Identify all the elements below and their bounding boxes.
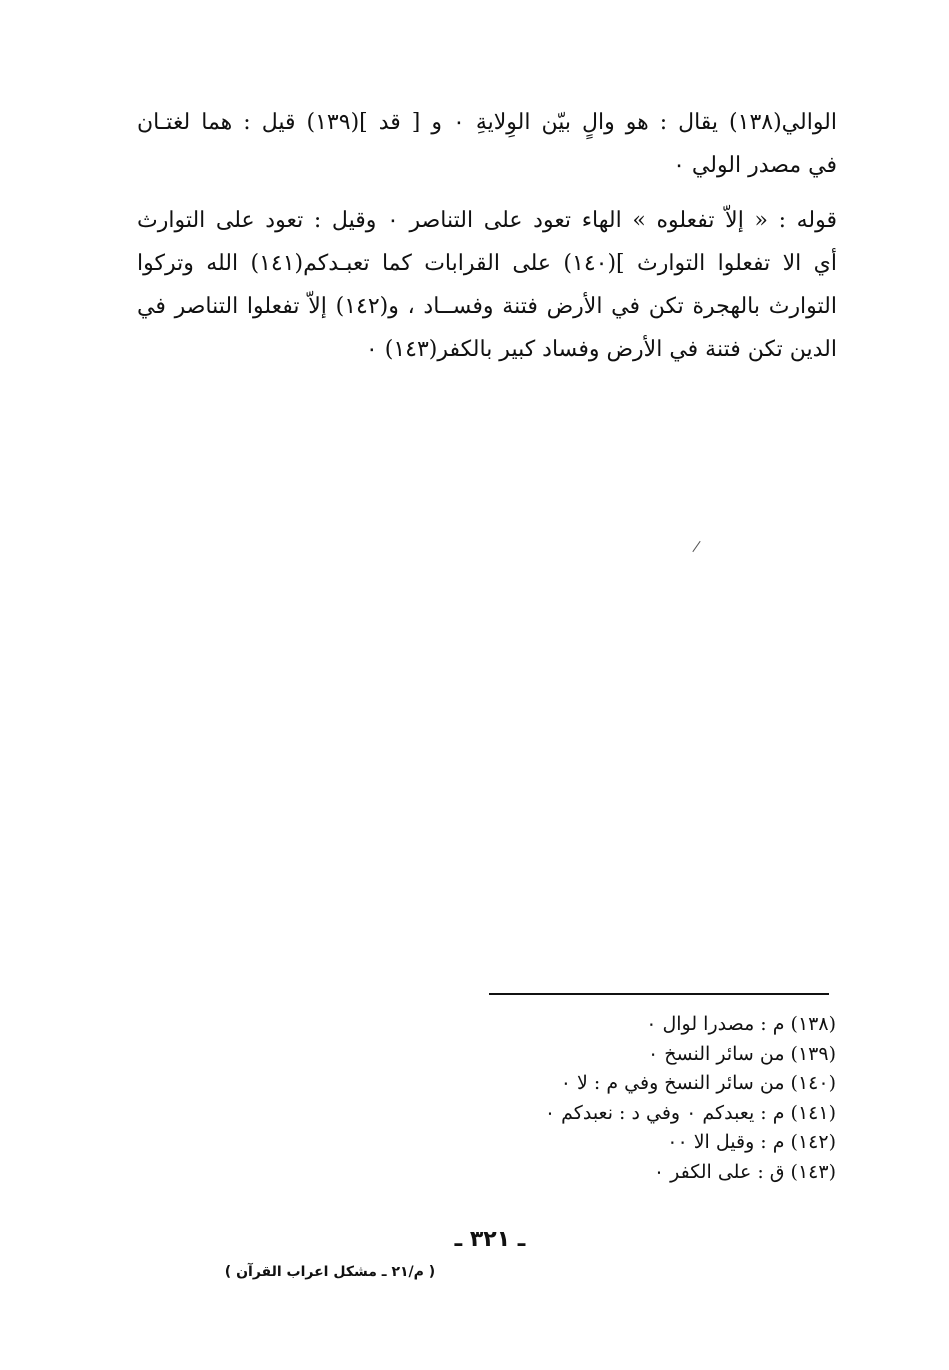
text-line: أي الا تفعلوا التوارث ](١٤٠) على القرابات كما تعبـدكم(١٤١) الله وتركوا bbox=[137, 251, 837, 276]
footnotes bbox=[476, 1010, 836, 1187]
text-line: الدين تكن فتنة في الأرض وفساد كبير بالكفر(١٤٣) ٠ bbox=[365, 337, 837, 362]
text-line: التوارث بالهجرة تكن في الأرض فتنة وفســاد ، و(١٤٢) إلاّ تفعلوا التناصر في bbox=[137, 294, 837, 319]
footnote-141: (١٤١) م : يعبدكم ٠ وفي د : نعبدكم ٠ bbox=[544, 1101, 836, 1124]
paragraph-al-wali bbox=[137, 101, 837, 187]
footnote-140: (١٤٠) من سائر النسخ وفي م : لا ٠ bbox=[560, 1072, 836, 1094]
footnote-143: (١٤٣) ق : على الكفر ٠ bbox=[653, 1160, 836, 1183]
text-line: في مصدر الولي ٠ bbox=[673, 153, 837, 178]
text-line: الوالي(١٣٨) يقال : هو والٍ بيّن الوِلايةِ ٠ و [ قد ](١٣٩) قيل : هما لغتـان bbox=[137, 110, 837, 135]
page-number: ـ ٣٢١ ـ bbox=[454, 1227, 526, 1252]
printer-signature: ( م/٢١ ـ مشكل اعراب القرآن ) bbox=[224, 1264, 436, 1280]
footnote-139: (١٣٩) من سائر النسخ ٠ bbox=[648, 1042, 836, 1065]
footnote-142: (١٤٢) م : وقيل الا ٠٠ bbox=[667, 1131, 836, 1153]
stray-pen-mark bbox=[692, 541, 700, 552]
footnote-138: (١٣٨) م : مصدرا لوال ٠ bbox=[646, 1013, 836, 1035]
footnote-separator bbox=[489, 993, 829, 995]
text-line: قوله : « إلاّ تفعلوه » الهاء تعود على التناصر ٠ وقيل : تعود على التوارث bbox=[137, 208, 838, 233]
paragraph-illa-tafaluhu bbox=[137, 199, 837, 371]
